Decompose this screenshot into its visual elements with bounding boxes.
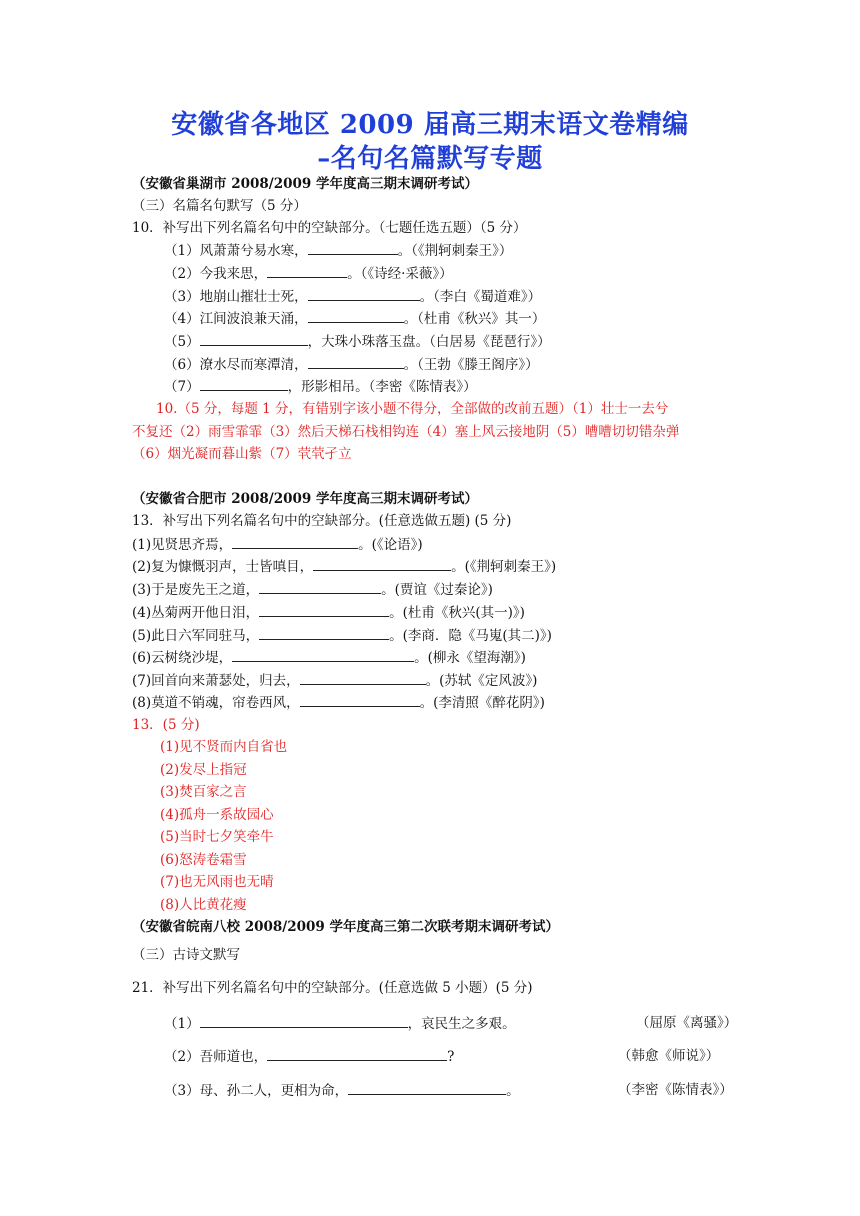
- answer-blank: [300, 693, 420, 707]
- answer-blank: [259, 580, 381, 594]
- question-item: (1)见贤思齐焉， 。(《论语》): [132, 537, 423, 553]
- answer-key-item: (1)见不贤而内自省也: [160, 739, 288, 755]
- question-21: 21．补写出下列名篇名句中的空缺部分。(任意选做 5 小题）(5 分): [132, 980, 533, 996]
- answer-blank: [308, 355, 404, 369]
- question-item: （3）地崩山摧壮士死， 。（李白《蜀道难》）: [164, 289, 542, 305]
- section-header-hefei: （安徽省合肥市 2008/2009 学年度高三期末调研考试）: [132, 491, 478, 507]
- answer-blank: [313, 557, 451, 571]
- section-header-chaohu: （安徽省巢湖市 2008/2009 学年度高三期末调研考试）: [132, 176, 478, 192]
- answer-key-item: (6)怒涛卷霜雪: [160, 852, 247, 868]
- answer-blank: [300, 671, 426, 685]
- answer-blank: [308, 287, 420, 301]
- section-header-wannan: （安徽省皖南八校 2008/2009 学年度高三第二次联考期末调研考试）: [132, 919, 559, 935]
- answer-blank: [259, 626, 389, 640]
- answer-blank: [308, 309, 404, 323]
- section-part-title: （三）名篇名句默写（5 分）: [132, 198, 307, 214]
- question-source: （李密《陈情表》）: [618, 1082, 733, 1098]
- document-title: 安徽省各地区 2009 届高三期末语文卷精编: [171, 110, 689, 140]
- question-item: （5） ，大珠小珠落玉盘。（白居易《琵琶行》）: [164, 334, 551, 350]
- question-item: (3)于是废先王之道， 。(贾谊《过秦论》): [132, 582, 493, 598]
- answer-blank: [232, 535, 358, 549]
- question-item: （2）吾师道也， ?: [164, 1049, 455, 1065]
- question-item: （3）母、孙二人，更相为命， 。: [164, 1083, 520, 1099]
- answer-key-item: (4)孤舟一系故园心: [160, 807, 274, 823]
- answer-key-item: (3)焚百家之言: [160, 784, 247, 800]
- question-item: （4）江间波浪兼天涌， 。（杜甫《秋兴》其一）: [164, 311, 546, 327]
- answer-key-item: (8)人比黄花瘦: [160, 897, 247, 913]
- answer-blank: [348, 1081, 506, 1095]
- answer-blank: [200, 1014, 408, 1028]
- question-item: (5)此日六军同驻马， 。(李商．隐《马嵬(其二)》): [132, 628, 552, 644]
- document-subtitle: –名句名篇默写专题: [317, 144, 543, 174]
- question-item: (2)复为慷慨羽声，士皆嗔目， 。(《荆轲刺秦王》): [132, 559, 557, 575]
- question-item: （6）潦水尽而寒潭清， 。（王勃《滕王阁序》）: [164, 357, 539, 373]
- answer-blank: [259, 603, 389, 617]
- answer-blank: [267, 264, 347, 278]
- question-item: (7)回首向来萧瑟处，归去， 。(苏轼《定风波》): [132, 673, 538, 689]
- answer-blank: [200, 332, 308, 346]
- answer-key-item: (5)当时七夕笑牵牛: [160, 829, 274, 845]
- question-source: （韩愈《师说》）: [618, 1048, 720, 1064]
- question-item: (4)丛菊两开他日泪， 。(杜甫《秋兴(其一)》): [132, 605, 525, 621]
- question-item: (8)莫道不销魂，帘卷西风， 。(李清照《醉花阴》): [132, 695, 545, 711]
- answer-key-head: 13．(5 分): [132, 717, 200, 733]
- answer-blank: [200, 377, 288, 391]
- question-10: 10．补写出下列名篇名句中的空缺部分。（七题任选五题）（5 分）: [132, 220, 527, 236]
- question-item: （1）风萧萧兮易水寒， 。（《荆轲刺秦王》）: [164, 243, 513, 259]
- question-item: (6)云树绕沙堤， 。(柳永《望海潮》): [132, 650, 526, 666]
- answer-blank: [308, 241, 398, 255]
- answer-key-line: 不复还（2）雨雪霏霏（3）然后天梯石栈相钩连（4）塞上风云接地阴（5）嘈嘈切切错杂弹: [132, 424, 680, 440]
- question-13: 13．补写出下列名篇名句中的空缺部分。(任意选做五题) (5 分): [132, 513, 512, 529]
- answer-key-line: （6）烟光凝而暮山紫（7）茕茕孑立: [132, 446, 352, 462]
- answer-key-item: (2)发尽上指冠: [160, 762, 247, 778]
- section-part-title: （三）古诗文默写: [132, 947, 240, 963]
- question-item: （2）今我来思， 。（《诗经·采薇》）: [164, 266, 453, 282]
- answer-key-item: (7)也无风雨也无晴: [160, 874, 274, 890]
- question-source: （屈原《离骚》）: [636, 1015, 738, 1031]
- answer-blank: [267, 1047, 447, 1061]
- answer-blank: [232, 648, 414, 662]
- question-item: （1） ，哀民生之多艰。: [164, 1016, 516, 1032]
- answer-key-line: 10.（5 分，每题 1 分，有错别字该小题不得分，全部做的改前五题）（1）壮士一去兮: [156, 401, 669, 417]
- question-item: （7） ，形影相吊。（李密《陈情表》）: [164, 379, 477, 395]
